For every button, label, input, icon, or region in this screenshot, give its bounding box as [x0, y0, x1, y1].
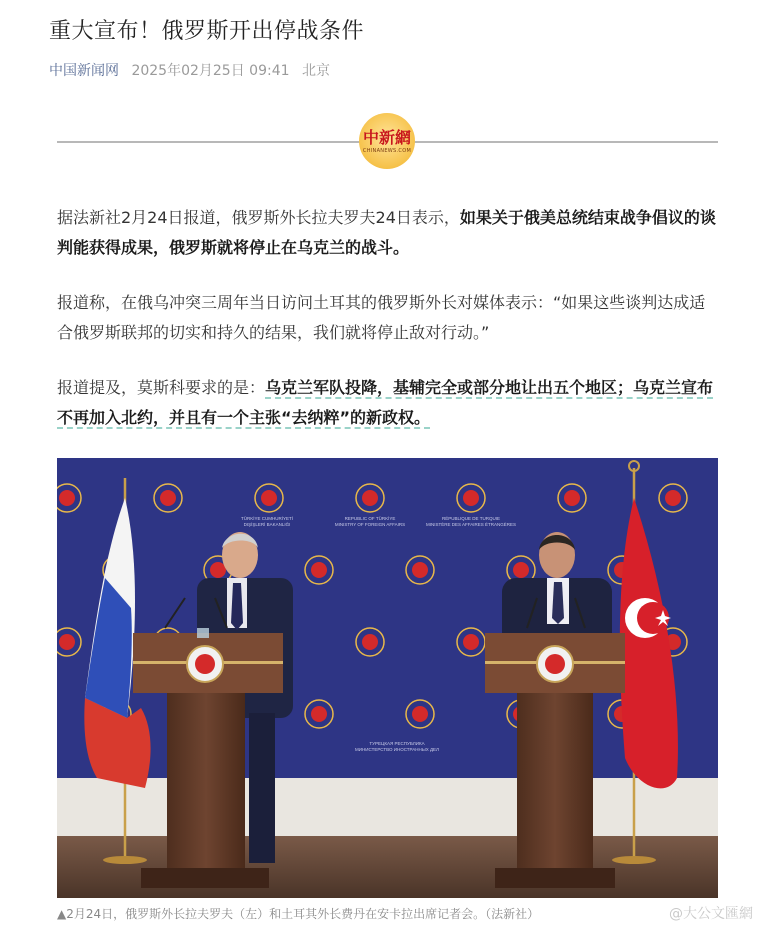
- publish-time: 2025年02月25日 09:41: [131, 63, 290, 79]
- logo-text-cn: 中新網: [362, 127, 411, 147]
- emblem-center: [59, 634, 75, 650]
- photo-illustration: [57, 458, 718, 898]
- paragraph-1-bold: 如果关于俄美总统结束战争倡议的谈判能获得成果，俄罗斯就将停止在乌克兰的战斗。: [57, 208, 716, 257]
- emblem-center: [59, 490, 75, 506]
- emblem-center: [311, 562, 327, 578]
- paragraph-3: [57, 373, 721, 433]
- floor: [57, 836, 718, 898]
- backdrop-text-5: RÉPUBLIQUE DE TURQUIE: [442, 516, 500, 521]
- emblem-center: [261, 490, 277, 506]
- emblem-center: [311, 706, 327, 722]
- backdrop-text-3: REPUBLIC OF TÜRKİYE: [344, 516, 396, 521]
- press-conference-photo: [57, 458, 718, 898]
- article-meta: [49, 60, 330, 80]
- backdrop-text-4: MINISTRY OF FOREIGN AFFAIRS: [334, 522, 406, 527]
- wall-panel: [57, 778, 718, 838]
- backdrop-text-7: ТУРЕЦКАЯ РЕСПУБЛИКА: [369, 741, 425, 746]
- photo-caption: ▲2月24日，俄罗斯外长拉夫罗夫（左）和土耳其外长费丹在安卡拉出席记者会。（法新社）: [57, 907, 540, 921]
- emblem-center: [564, 490, 580, 506]
- chinanews-logo: [359, 113, 415, 169]
- emblem-center: [160, 490, 176, 506]
- emblem-center: [362, 634, 378, 650]
- paragraph-1: [57, 203, 721, 263]
- article-title: 重大宣布！俄罗斯开出停战条件: [49, 19, 365, 44]
- emblem-center: [412, 562, 428, 578]
- paragraph-3-bold: 乌克兰军队投降，基辅完全或部分地让出五个地区；乌克兰宣布不再加入北约，并且有一个主张“去纳粹”的新政权。: [57, 378, 714, 427]
- emblem-center: [412, 706, 428, 722]
- emblem-center: [513, 562, 529, 578]
- emblem-center: [362, 490, 378, 506]
- paragraph-3-plain: 报道提及，莫斯科要求的是：: [57, 378, 266, 397]
- watermark: @大公文匯網: [669, 906, 753, 922]
- publish-location: 北京: [301, 63, 330, 79]
- backdrop-text-8: МИНИСТЕРСТВО ИНОСТРАННЫХ ДЕЛ: [355, 747, 439, 752]
- emblem-center: [665, 490, 681, 506]
- emblem-center: [463, 634, 479, 650]
- source-link[interactable]: 中国新闻网: [49, 63, 119, 79]
- backdrop-text-6: MINISTÈRE DES AFFAIRES ÉTRANGÈRES: [425, 522, 517, 527]
- backdrop-text-1: TÜRKİYE CUMHURİYETİ: [240, 516, 294, 521]
- logo-text-en: CHINANEWS.COM: [362, 147, 412, 154]
- paragraph-1-plain: 据法新社2月24日报道，俄罗斯外长拉夫罗夫24日表示，: [57, 208, 460, 227]
- emblem-center: [463, 490, 479, 506]
- paragraph-2: 报道称，在俄乌冲突三周年当日访问土耳其的俄罗斯外长对媒体表示：“如果这些谈判达成适合俄罗斯联邦的切实和持久的结果，我们就将停止敌对行动。”: [57, 293, 706, 342]
- backdrop-text-2: DIŞİŞLERİ BAKANLIĞI: [243, 522, 291, 527]
